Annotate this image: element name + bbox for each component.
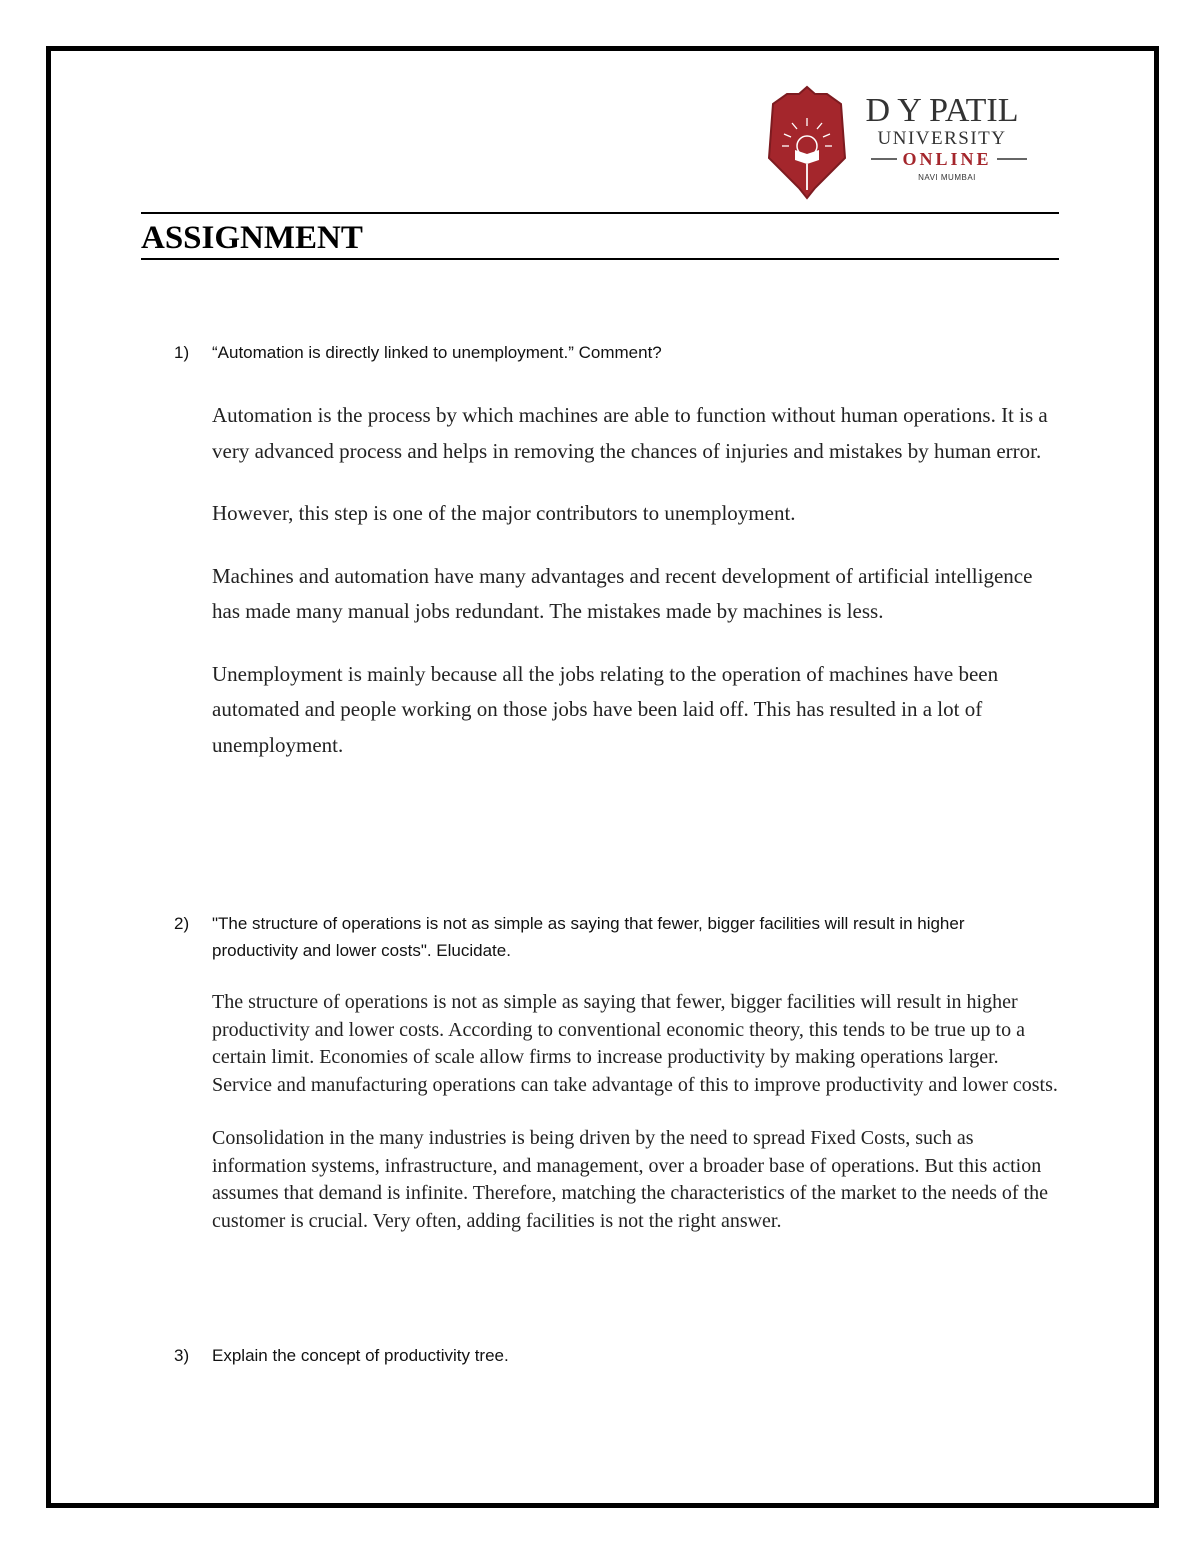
answer-1 <box>212 398 1062 763</box>
answer-paragraph: Automation is the process by which machines are able to function without human operations. It is a very advanced process and helps in removing the chances of injuries and mistakes by human error. <box>212 403 1048 463</box>
question-2 <box>174 910 1054 964</box>
answer-paragraph: The structure of operations is not as simple as saying that fewer, bigger facilities will result in higher productivity and lower costs. According to conventional economic theory, this tends to be true up to a certain limit. Economies of scale allow firms to increase productivity by making operations larger. Service and manufacturing operations can take advantage of this to improve productivity and lower costs. <box>212 991 1058 1096</box>
answer-paragraph: However, this step is one of the major contributors to unemployment. <box>212 501 796 525</box>
question-text: Explain the concept of productivity tree. <box>212 1346 509 1365</box>
logo-name-line: D Y PATIL <box>865 92 1019 129</box>
question-text: "The structure of operations is not as simple as saying that fewer, bigger facilities will result in higher productivity and lower costs". Elucidate. <box>212 914 965 960</box>
question-text: “Automation is directly linked to unemployment.” Comment? <box>212 343 662 362</box>
shield-emblem-icon <box>769 87 845 198</box>
question-number: 1) <box>174 343 190 362</box>
question-number: 3) <box>174 1346 190 1365</box>
logo-online-line: ONLINE <box>902 149 992 169</box>
answer-paragraph: Consolidation in the many industries is being driven by the need to spread Fixed Costs, such as information systems, infrastructure, and management, over a broader base of operations. But this action assumes that demand is infinite. Therefore, matching the characteristics of the market to the needs of the customer is crucial. Very often, adding facilities is not the right answer. <box>212 1127 1049 1232</box>
page-border <box>46 46 1159 1508</box>
page-title: ASSIGNMENT <box>141 220 363 256</box>
question-3 <box>174 1342 1054 1369</box>
answer-2 <box>212 989 1062 1235</box>
title-top-rule <box>141 212 1059 214</box>
title-bottom-rule <box>141 258 1059 260</box>
logo-university-line: UNIVERSITY <box>877 128 1007 149</box>
logo-location-line: NAVI MUMBAI <box>918 173 976 182</box>
answer-paragraph: Machines and automation have many advantages and recent development of artificial intelligence has made many manual jobs redundant. The mistakes made by machines is less. <box>212 563 1033 623</box>
question-1 <box>174 339 1054 366</box>
question-number: 2) <box>174 914 190 933</box>
answer-paragraph: Unemployment is mainly because all the jobs relating to the operation of machines have been automated and people working on those jobs have been laid off. This has resulted in a lot of unemployment. <box>212 661 999 757</box>
university-logo <box>765 84 1035 200</box>
